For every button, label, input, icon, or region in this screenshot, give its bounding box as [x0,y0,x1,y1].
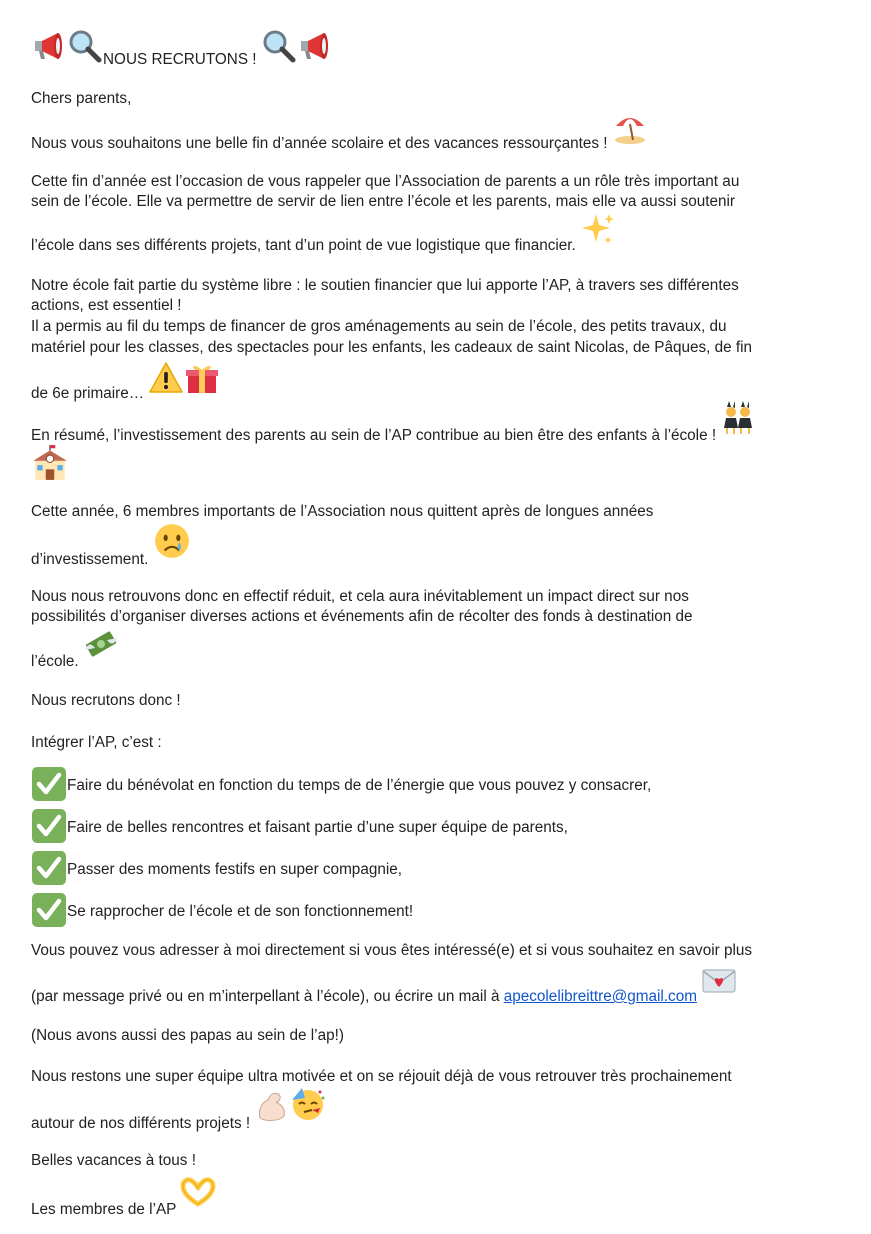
paragraph-reduced-line [31,630,119,672]
money-wings-icon [83,626,119,662]
paragraph-reduced-text: l’école. [31,653,79,670]
benefit-item [31,838,402,880]
paragraph-leaving-line: Cette année, 6 membres importants de l’Association nous quittent après de longues années [31,503,654,520]
benefit-text: Faire du bénévolat en fonction du temps de de l’énergie que vous pouvez y consacrer, [67,777,652,794]
sparkles-icon [580,212,616,248]
benefits-intro: Intégrer l’AP, c’est : [31,734,162,751]
paragraph-team-line: Nous restons une super équipe ultra motivée et on se réjouit déjà de vous retrouver très prochainement [31,1068,732,1085]
flexed-biceps-icon [254,1088,290,1124]
magnifier-icon [261,28,297,64]
paragraph-contact-line: Vous pouvez vous adresser à moi directement si vous êtes intéressé(e) et si vous souhaitez en savoir plus [31,942,753,959]
paragraph-leaving-line [31,526,191,570]
magnifier-icon [67,28,103,64]
megaphone-icon [31,28,67,64]
benefit-text: Se rapprocher de l’école et de son fonctionnement! [67,903,414,920]
page-title: NOUS RECRUTONS ! [103,51,257,68]
paragraph-recruit: Nous recrutons donc ! [31,692,181,709]
paragraph-reduced-line: Nous nous retrouvons donc en effectif réduit, et cela aura inévitablement un impact direct sur nos [31,588,689,605]
paragraph-support-line: matériel pour les classes, des spectacles pour les enfants, les cadeaux de saint Nicolas, de Pâques, de fin [31,339,753,356]
paragraph-summary [31,404,756,446]
benefit-text: Faire de belles rencontres et faisant partie d’une super équipe de parents, [67,819,568,836]
benefit-item [31,880,413,922]
paragraph-role-text: l’école dans ses différents projets, tant d’un point de vue logistique que financier. [31,237,576,254]
crying-face-icon [153,522,191,560]
paragraph-team-line [31,1092,326,1134]
school-icon-glyph [31,444,69,482]
email-link[interactable]: apecolelibreittre@gmail.com [503,988,697,1005]
paragraph-role-line: Cette fin d’année est l’occasion de vous rappeler que l’Association de parents a un rôle très important au [31,173,740,190]
paragraph-support-line: Il a permis au fil du temps de financer de gros aménagements au sein de l’école, des petits travaux, du [31,318,727,335]
warning-icon [148,360,184,396]
paragraph-holidays: Belles vacances à tous ! [31,1152,196,1169]
paragraph-support-text: de 6e primaire… [31,385,145,402]
signature-line [31,1178,216,1220]
love-letter-icon [701,963,737,999]
paragraph-support-line: Notre école fait partie du système libre : le soutien financier que lui apporte l’AP, à travers ses différentes [31,277,739,294]
paragraph-dads: (Nous avons aussi des papas au sein de l’ap!) [31,1027,344,1044]
paragraph-leaving-text: d’investissement. [31,551,149,568]
party-face-icon [290,1086,326,1122]
paragraph-role-line [31,214,616,256]
benefit-item [31,754,651,796]
paragraph-contact-line [31,965,737,1007]
heart-hands-icon [180,1174,216,1210]
signature-text: Les membres de l’AP [31,1201,177,1218]
greeting: Chers parents, [31,90,132,107]
gift-icon [184,360,220,396]
paragraph-role-line: sein de l’école. Elle va permettre de servir de lien entre l’école et les parents, mais elle va aussi soutenir [31,193,736,210]
megaphone-icon [297,28,333,64]
beach-umbrella-icon [612,110,648,146]
title-line [31,28,333,70]
paragraph-summary-text: En résumé, l’investissement des parents au sein de l’AP contribue au bien être des enfants à l’école ! [31,427,717,444]
paragraph-reduced-line: possibilités d’organiser diverses actions et événements afin de récolter des fonds à destination de [31,608,693,625]
paragraph-wishes-text: Nous vous souhaitons une belle fin d’année scolaire et des vacances ressourçantes ! [31,135,608,152]
dancers-icon [720,400,756,436]
check-mark-icon [31,892,67,928]
benefit-text: Passer des moments festifs en super compagnie, [67,861,402,878]
benefit-item [31,796,568,838]
paragraph-wishes [31,112,648,154]
school-icon [31,444,69,488]
paragraph-support-line: actions, est essentiel ! [31,297,182,314]
paragraph-contact-text: (par message privé ou en m’interpellant à l’école), ou écrire un mail à [31,988,504,1005]
paragraph-support-line [31,362,220,404]
paragraph-team-text: autour de nos différents projets ! [31,1115,251,1132]
